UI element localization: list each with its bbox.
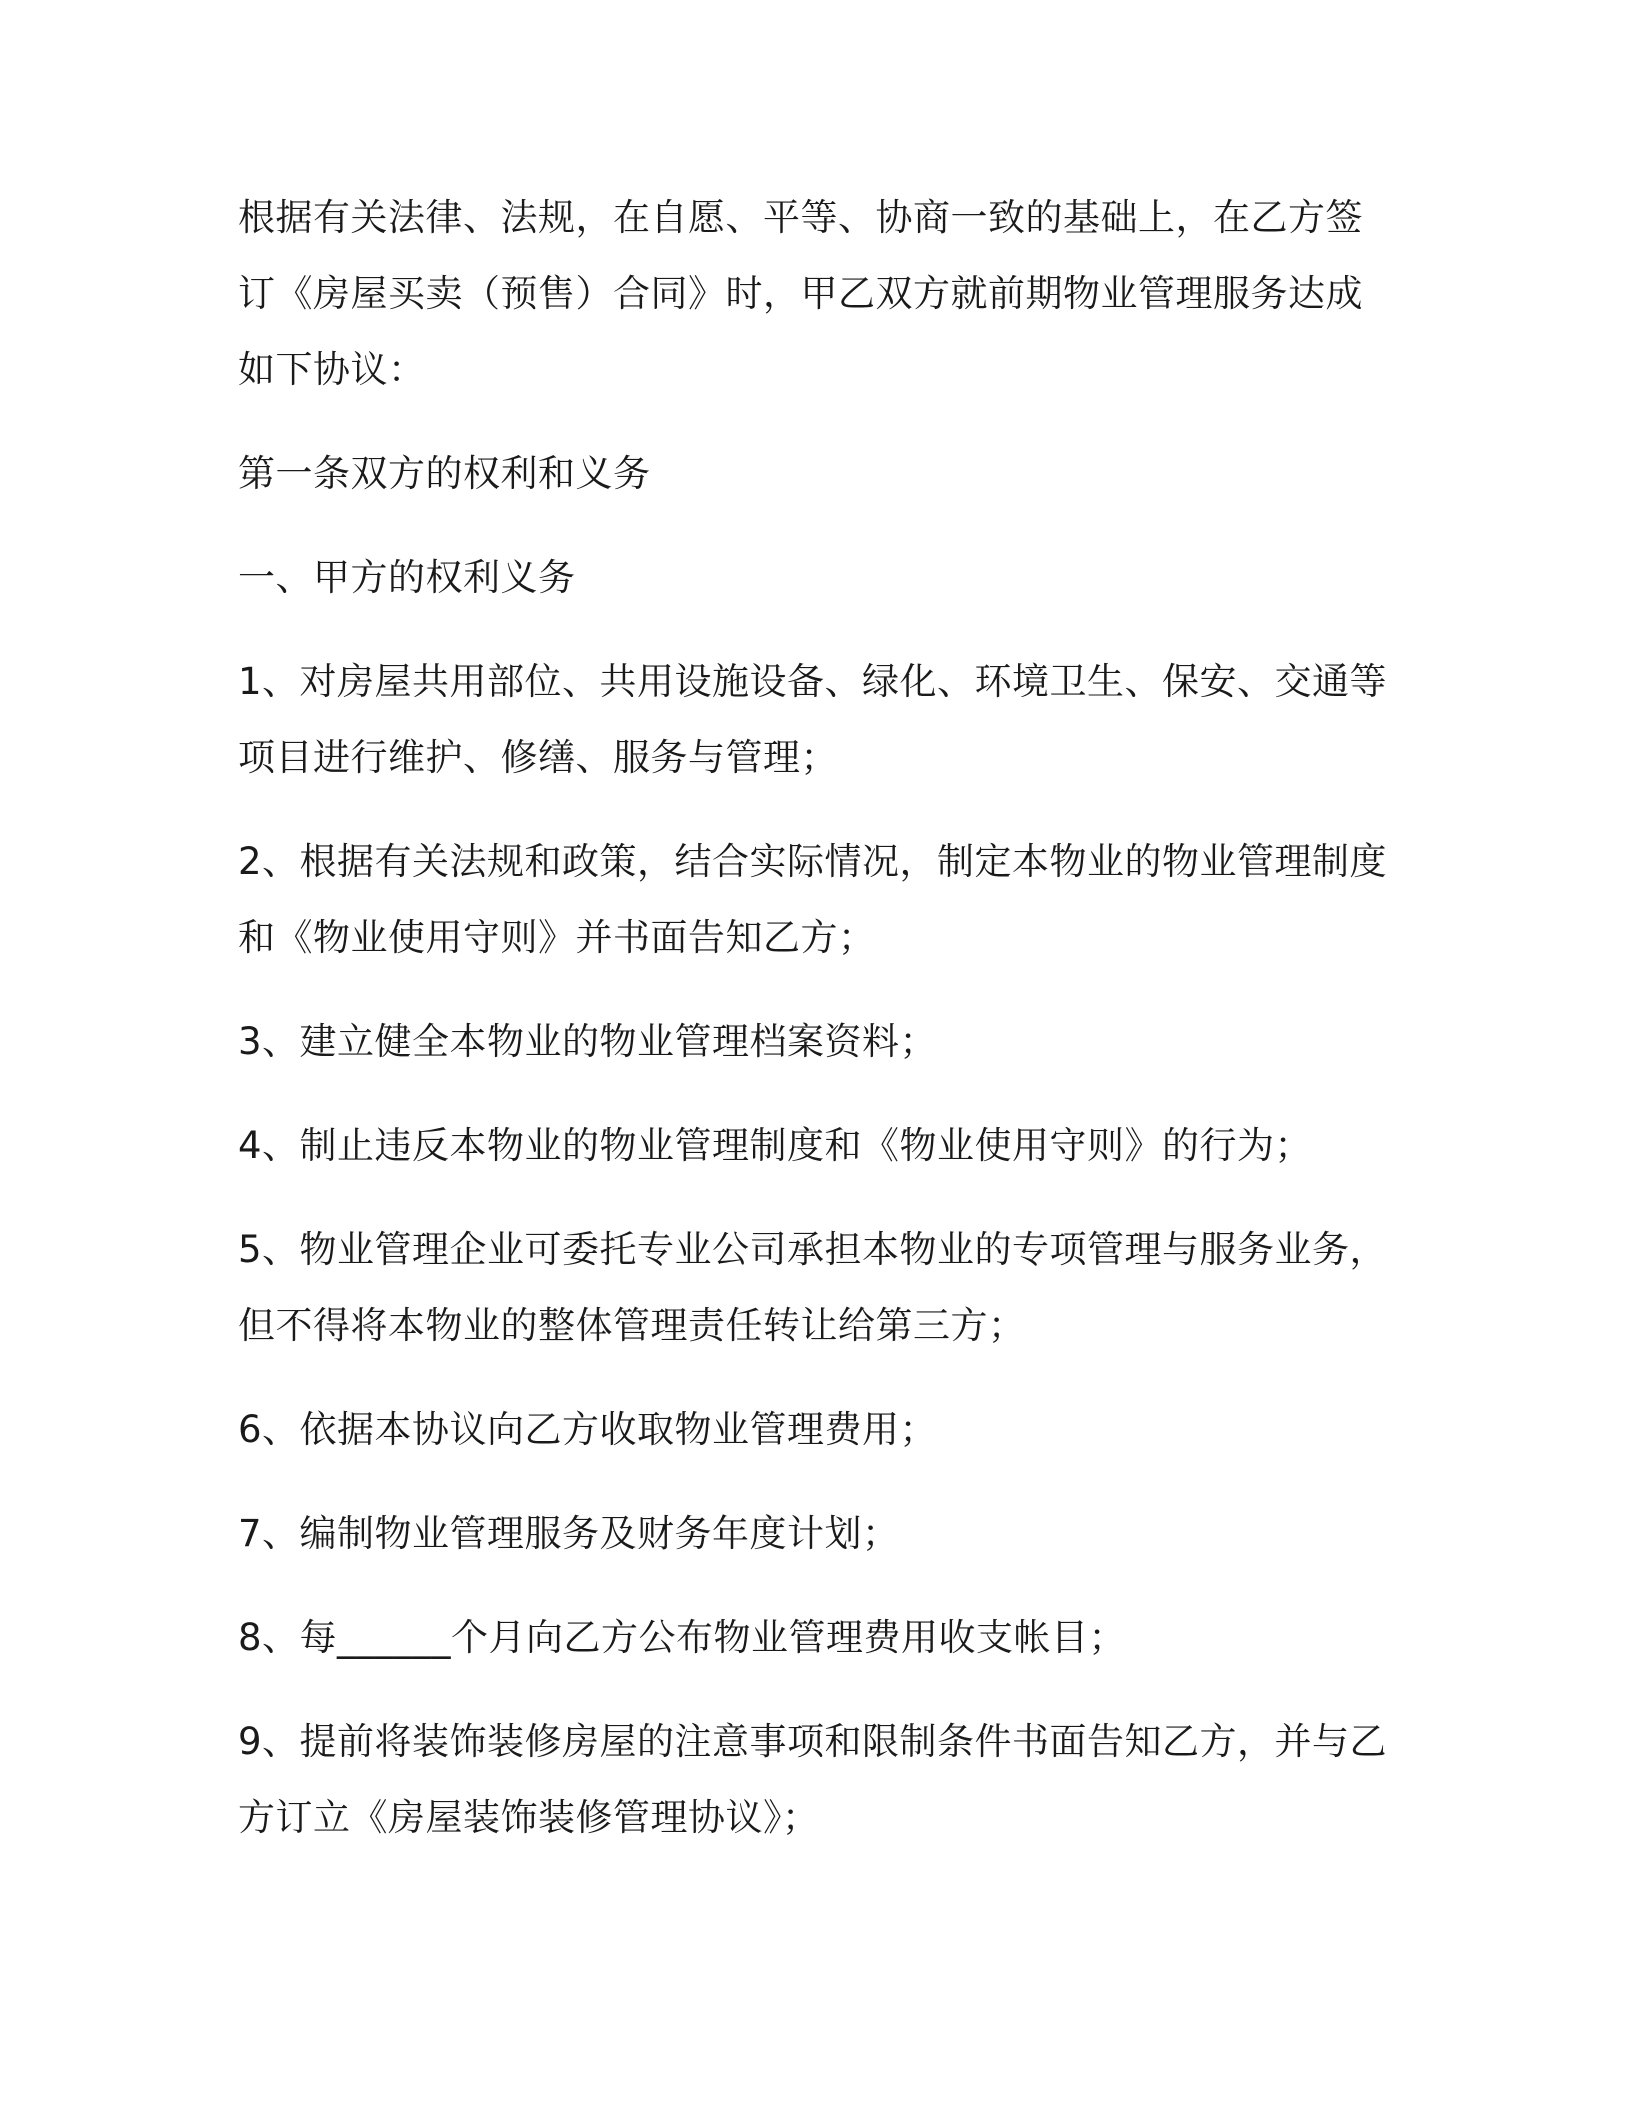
list-item: 8、每______个月向乙方公布物业管理费用收支帐目； bbox=[238, 1616, 1127, 1659]
intro-paragraph: 根据有关法律、法规，在自愿、平等、协商一致的基础上，在乙方签订《房屋买卖（预售）合同》时，甲乙双方就前期物业管理服务达成如下协议： bbox=[238, 196, 1363, 391]
section-heading: 一、甲方的权利义务 bbox=[238, 556, 576, 599]
list-item: 5、物业管理企业可委托专业公司承担本物业的专项管理与服务业务，但不得将本物业的整体管理责任转让给第三方； bbox=[238, 1228, 1388, 1347]
list-item: 7、编制物业管理服务及财务年度计划； bbox=[238, 1512, 900, 1555]
list-item: 9、提前将装饰装修房屋的注意事项和限制条件书面告知乙方，并与乙方订立《房屋装饰装修管理协议》； bbox=[238, 1720, 1388, 1839]
list-item: 4、制止违反本物业的物业管理制度和《物业使用守则》的行为； bbox=[238, 1124, 1313, 1167]
list-item: 2、根据有关法规和政策，结合实际情况，制定本物业的物业管理制度和《物业使用守则》并书面告知乙方； bbox=[238, 840, 1388, 959]
list-item: 1、对房屋共用部位、共用设施设备、绿化、环境卫生、保安、交通等项目进行维护、修缮、服务与管理； bbox=[238, 660, 1388, 779]
list-item: 3、建立健全本物业的物业管理档案资料； bbox=[238, 1020, 938, 1063]
list-item: 6、依据本协议向乙方收取物业管理费用； bbox=[238, 1408, 938, 1451]
article-heading: 第一条双方的权利和义务 bbox=[238, 452, 651, 495]
document-body bbox=[238, 180, 1388, 1856]
